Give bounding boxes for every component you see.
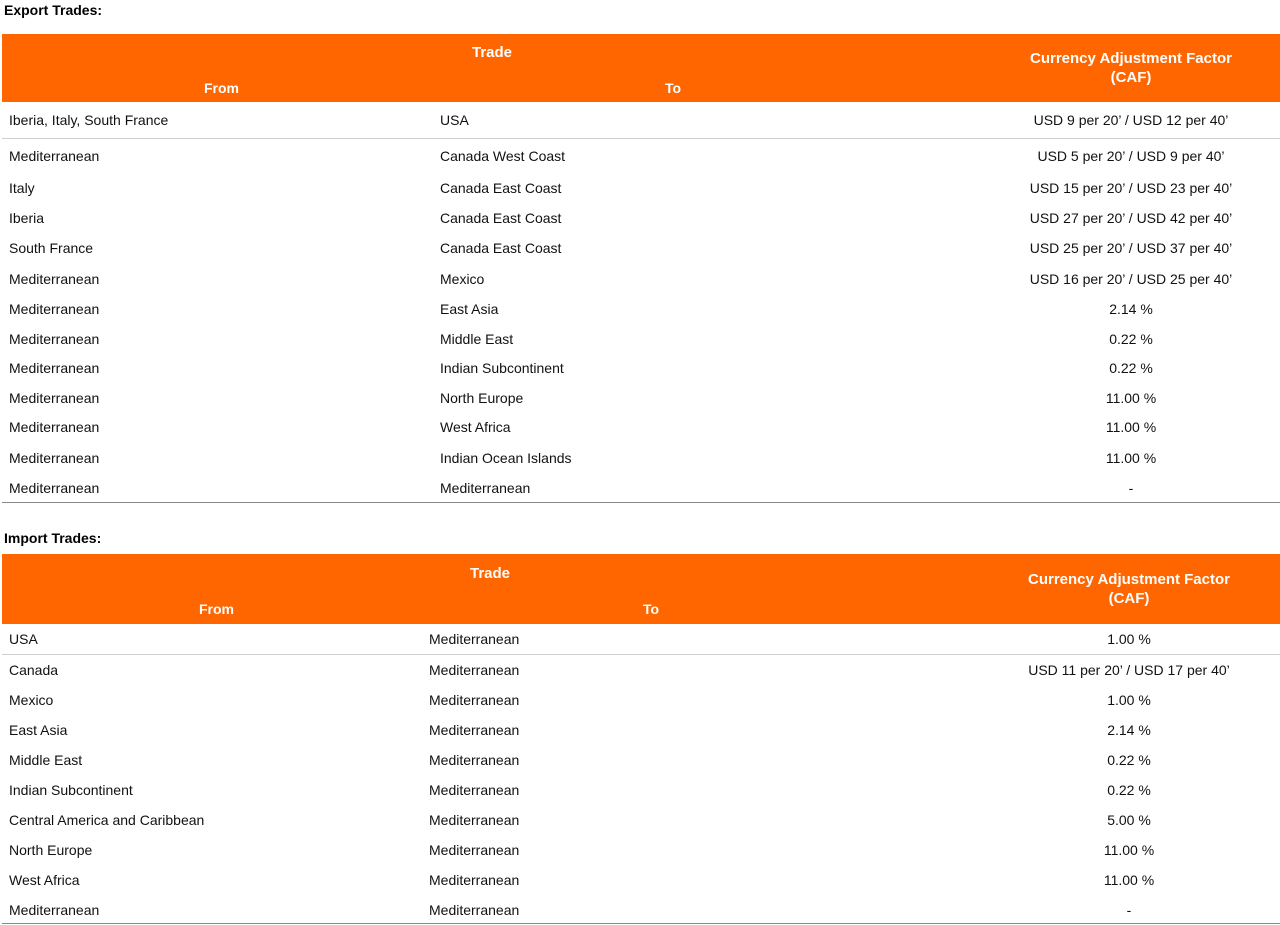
caf-cell: 11.00 % (1105, 389, 1157, 406)
to-cell: Mediterranean (429, 872, 520, 888)
table-row (2, 835, 1280, 865)
to-cell: Mediterranean (429, 752, 520, 768)
to-cell: West Africa (440, 419, 511, 435)
table-row (2, 442, 1280, 473)
caf-cell: 11.00 % (1103, 872, 1155, 888)
to-cell: Mexico (440, 270, 485, 287)
from-cell: West Africa (9, 872, 80, 888)
from-cell: Mediterranean (9, 389, 100, 406)
to-cell: Mediterranean (429, 812, 520, 828)
from-cell: Indian Subcontinent (9, 782, 133, 798)
to-cell: Canada East Coast (440, 240, 562, 256)
table-row (2, 412, 1280, 442)
from-cell: Iberia (9, 210, 45, 226)
table-row (2, 138, 1280, 173)
import-caf-label-line2: (CAF) (1108, 590, 1150, 607)
caf-cell: USD 27 per 20’ / USD 42 per 40’ (1029, 210, 1233, 226)
caf-cell: 0.22 % (1109, 330, 1153, 347)
from-cell: Mediterranean (9, 330, 100, 347)
export-trades-title: Export Trades: (4, 2, 103, 18)
from-cell: Mediterranean (9, 480, 100, 496)
from-cell: Mediterranean (9, 147, 100, 164)
from-cell: East Asia (9, 722, 68, 738)
table-row (2, 173, 1280, 203)
table-row (2, 294, 1280, 324)
to-cell: East Asia (440, 301, 499, 317)
table-row (2, 263, 1280, 294)
caf-cell: USD 15 per 20’ / USD 23 per 40’ (1029, 180, 1233, 196)
from-cell: Mediterranean (9, 270, 100, 287)
caf-cell: 11.00 % (1105, 449, 1157, 466)
to-cell: Indian Subcontinent (440, 360, 564, 376)
export-to-label: To (665, 80, 682, 96)
from-cell: Mexico (9, 692, 54, 708)
to-cell: Mediterranean (429, 630, 520, 647)
caf-cell: 0.22 % (1109, 360, 1153, 376)
table-row (2, 102, 1280, 138)
table-row (2, 715, 1280, 745)
export-trades-body (2, 102, 1280, 503)
from-cell: Mediterranean (9, 419, 100, 435)
table-row (2, 745, 1280, 775)
import-trades-body (2, 624, 1280, 924)
table-row (2, 203, 1280, 233)
from-cell: USA (9, 630, 38, 647)
table-row (2, 805, 1280, 835)
import-trade-header (2, 554, 978, 624)
to-cell: Mediterranean (429, 661, 520, 678)
import-trades-title: Import Trades: (4, 530, 102, 546)
table-row (2, 654, 1280, 685)
from-cell: North Europe (9, 842, 93, 858)
caf-cell: USD 25 per 20’ / USD 37 per 40’ (1029, 240, 1233, 256)
import-trades-table (2, 554, 1280, 924)
export-table-bottom-rule (2, 502, 1280, 503)
caf-cell: 5.00 % (1107, 812, 1151, 828)
from-cell: Mediterranean (9, 360, 100, 376)
to-cell: Mediterranean (429, 901, 520, 918)
caf-cell: USD 11 per 20’ / USD 17 per 40’ (1028, 661, 1230, 678)
table-row (2, 624, 1280, 654)
to-cell: North Europe (440, 389, 524, 406)
to-cell: Mediterranean (429, 782, 520, 798)
to-cell: Canada East Coast (440, 180, 562, 196)
table-row (2, 473, 1280, 503)
export-caf-label-line1: Currency Adjustment Factor (1030, 50, 1232, 67)
export-trade-header (2, 34, 982, 102)
export-caf-header (982, 34, 1280, 102)
from-cell: Canada (9, 661, 59, 678)
caf-cell: 11.00 % (1103, 842, 1155, 858)
caf-cell: 2.14 % (1107, 722, 1151, 738)
import-caf-label-line1: Currency Adjustment Factor (1028, 571, 1230, 588)
caf-cell: 0.22 % (1107, 782, 1151, 798)
caf-cell: 11.00 % (1105, 419, 1157, 435)
table-row (2, 775, 1280, 805)
table-row (2, 895, 1280, 924)
to-cell: Mediterranean (429, 722, 520, 738)
table-row (2, 353, 1280, 383)
table-row (2, 324, 1280, 353)
import-table-bottom-rule (2, 923, 1280, 924)
from-cell: Middle East (9, 752, 83, 768)
caf-cell: 2.14 % (1109, 301, 1153, 317)
from-cell: Italy (9, 180, 35, 196)
import-to-label: To (643, 601, 660, 617)
from-cell: Central America and Caribbean (9, 812, 205, 828)
export-trades-table (2, 34, 1280, 503)
to-cell: Mediterranean (440, 480, 531, 496)
import-header-row (2, 554, 1280, 624)
from-cell: Iberia, Italy, South France (9, 111, 169, 128)
import-from-label: From (199, 601, 234, 617)
from-cell: Mediterranean (9, 901, 100, 918)
from-cell: South France (9, 240, 94, 256)
caf-cell: USD 16 per 20’ / USD 25 per 40’ (1029, 270, 1233, 287)
import-caf-header (978, 554, 1280, 624)
import-trade-label: Trade (469, 565, 511, 582)
to-cell: Mediterranean (429, 842, 520, 858)
export-header-row (2, 34, 1280, 102)
table-row (2, 685, 1280, 715)
caf-cell: USD 5 per 20’ / USD 9 per 40’ (1037, 147, 1225, 164)
export-trade-label: Trade (471, 44, 513, 61)
to-cell: Mediterranean (429, 692, 520, 708)
caf-cell: 0.22 % (1107, 752, 1151, 768)
caf-cell: - (1126, 901, 1132, 918)
caf-cell: - (1128, 480, 1134, 496)
to-cell: Canada West Coast (440, 147, 566, 164)
to-cell: USA (440, 111, 469, 128)
to-cell: Indian Ocean Islands (440, 449, 572, 466)
export-caf-label-line2: (CAF) (1110, 69, 1152, 86)
table-row (2, 233, 1280, 263)
to-cell: Middle East (440, 330, 514, 347)
caf-cell: 1.00 % (1107, 630, 1151, 647)
to-cell: Canada East Coast (440, 210, 562, 226)
from-cell: Mediterranean (9, 301, 100, 317)
export-from-label: From (204, 80, 239, 96)
table-row (2, 383, 1280, 412)
caf-cell: 1.00 % (1107, 692, 1151, 708)
caf-cell: USD 9 per 20’ / USD 12 per 40’ (1033, 111, 1229, 128)
from-cell: Mediterranean (9, 449, 100, 466)
table-row (2, 865, 1280, 895)
